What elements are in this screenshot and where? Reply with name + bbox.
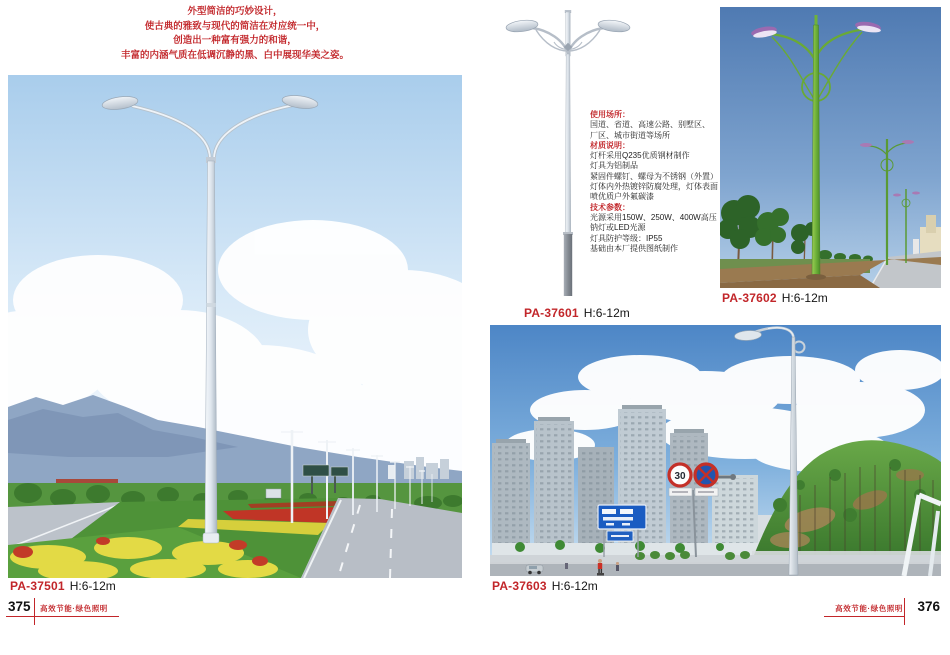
footer-slogan-right: 高效节能·绿色照明 — [835, 604, 903, 613]
product-label-pa-37603 — [492, 579, 598, 593]
product-label-pa-37601 — [524, 306, 630, 320]
product-label-pa-37501 — [10, 579, 116, 593]
spec-line: 喷优质户外氟碳漆 — [590, 192, 654, 202]
page-number-left: 375 — [8, 599, 31, 614]
model-number: PA-37602 — [722, 291, 777, 305]
photo-pa-37602 — [720, 7, 941, 288]
model-number: PA-37601 — [524, 306, 579, 320]
intro-line-2: 使古典的雅致与现代的简洁在对应统一中， — [144, 20, 326, 32]
spec-line: 厂区、城市街道等场所 — [590, 130, 670, 140]
spec-line: 灯体内外热镀锌防腐处理，灯体表面 — [590, 182, 718, 192]
pole-ornament — [564, 43, 572, 51]
spec-line: 灯具防护等级：IP55 — [590, 233, 663, 243]
footer-slogan-left: 高效节能·绿色照明 — [40, 604, 108, 613]
person-red-shirt — [598, 563, 602, 569]
model-height: H:6-12m — [781, 291, 828, 305]
model-height: H:6-12m — [583, 306, 630, 320]
product-label-pa-37602 — [722, 291, 828, 305]
spec-section-title: 技术参数： — [590, 202, 630, 212]
spec-line: 光源采用150W、250W、400W高压 — [590, 212, 717, 222]
model-number: PA-37603 — [492, 579, 547, 593]
lamp-head-right — [597, 19, 630, 34]
photo-pa-37603 — [490, 325, 941, 576]
intro-line-1: 外型简洁的巧妙设计， — [187, 6, 283, 17]
spec-line: 国道、省道、高速公路、别墅区、 — [590, 120, 710, 130]
lamp-head-left — [505, 19, 538, 34]
pole-base — [564, 234, 572, 296]
spec-line: 灯杆采用Q235优质钢材制作 — [590, 151, 690, 161]
spec-section-title: 材质说明： — [590, 140, 630, 150]
model-number: PA-37501 — [10, 579, 65, 593]
spec-line: 紧固件螺钉、螺母为不锈钢（外置） — [590, 171, 718, 181]
bus — [266, 489, 281, 498]
model-height: H:6-12m — [551, 579, 598, 593]
spec-section-title: 使用场所： — [590, 110, 630, 119]
footer-underline-right — [824, 616, 905, 617]
lamp-pole — [565, 54, 571, 234]
sky — [720, 7, 941, 288]
intro-line-3: 创造出一种富有强力的和谐， — [173, 35, 297, 47]
lamp-pole — [812, 25, 820, 277]
footer-underline-left — [6, 616, 119, 617]
spec-line: 钠灯或LED光源 — [590, 223, 646, 233]
footer-divider-left — [34, 598, 35, 625]
page-number-right: 376 — [917, 599, 940, 614]
footer-divider-right — [904, 598, 905, 625]
photo-pa-37501 — [8, 75, 462, 578]
spec-line: 灯具为铝制品 — [590, 161, 638, 171]
speed-limit-value: 30 — [674, 471, 686, 482]
intro-line-4: 丰富的内涵气质在低调沉静的黑、白中展现华美之姿。 — [120, 49, 349, 61]
intro-text — [80, 5, 390, 63]
model-height: H:6-12m — [69, 579, 116, 593]
spec-line: 基础由本厂提供图纸制作 — [590, 243, 678, 253]
